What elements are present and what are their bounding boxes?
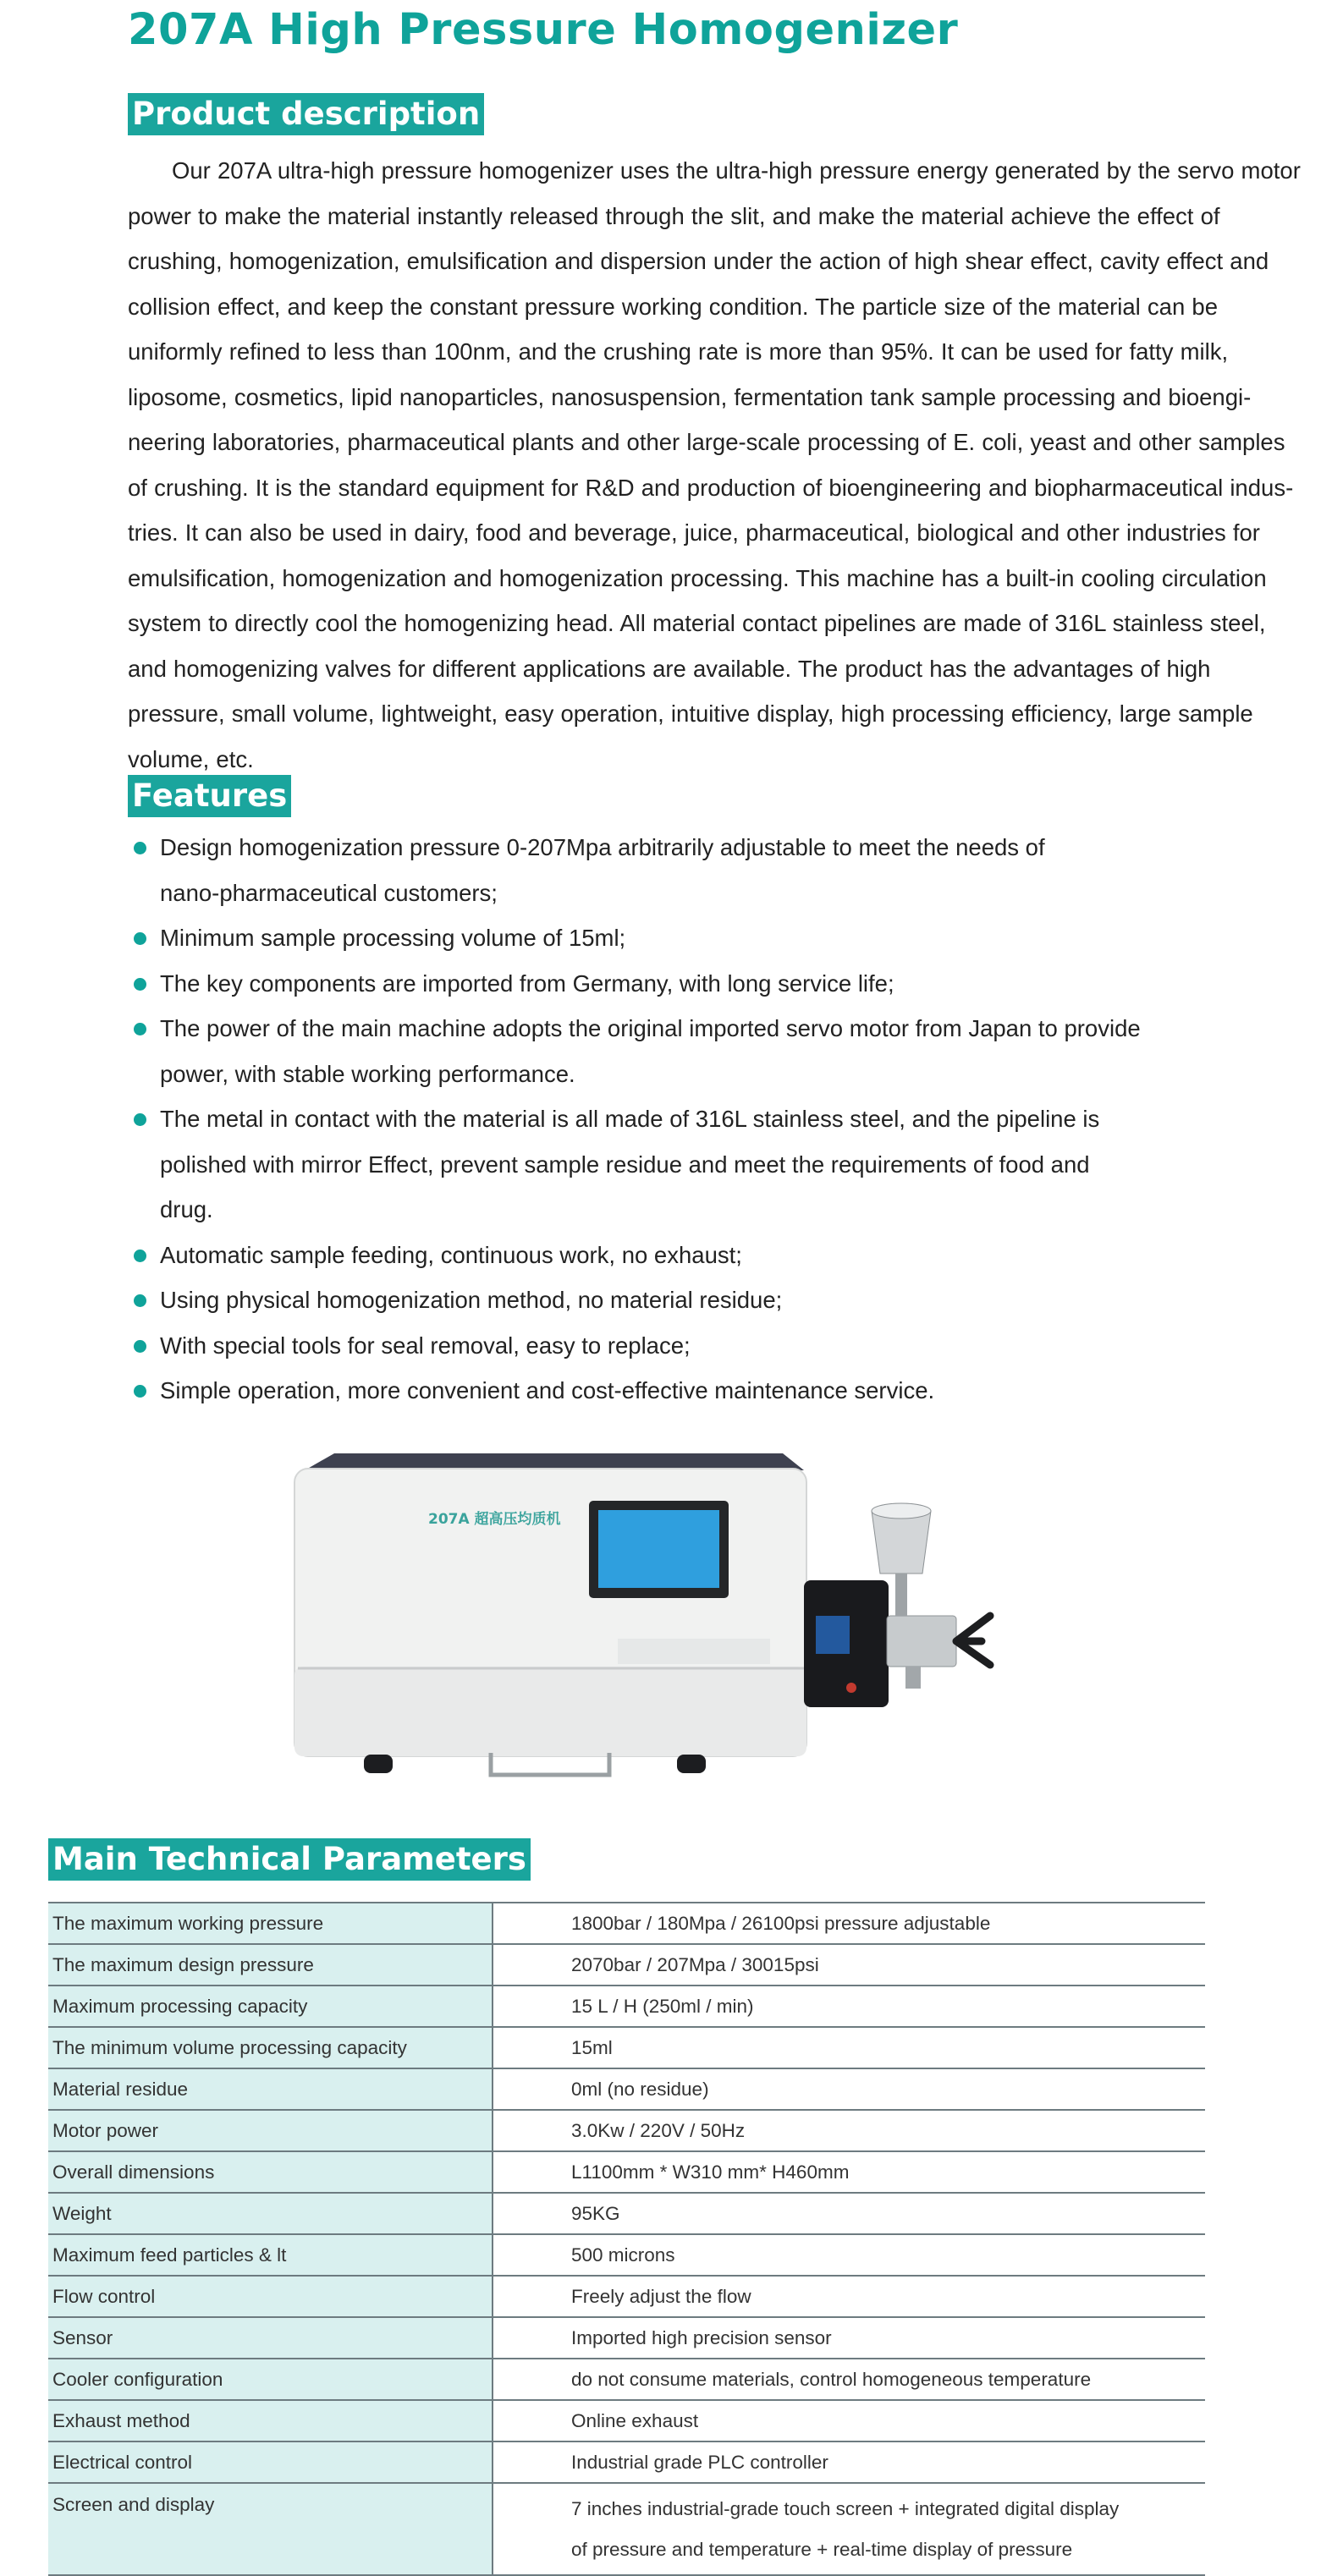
param-value: 0ml (no residue) — [493, 2068, 1205, 2110]
table-row — [48, 2068, 1205, 2110]
param-name: The maximum design pressure — [48, 1944, 493, 1986]
feature-item — [128, 1096, 1228, 1233]
param-name: Exhaust method — [48, 2400, 493, 2441]
feature-text: Simple operation, more convenient and cost-effective maintenance service. — [160, 1377, 935, 1403]
table-row — [48, 2317, 1205, 2359]
param-value: 500 microns — [493, 2234, 1205, 2276]
feature-item — [128, 1368, 1228, 1414]
feature-text: The key components are imported from Germany, with long service life; — [160, 969, 894, 997]
param-value: do not consume materials, control homogeneous temperature — [493, 2359, 1205, 2400]
product-description-heading: Product description — [128, 93, 484, 135]
param-value: 2070bar / 207Mpa / 30015psi — [493, 1944, 1205, 1986]
param-name: Material residue — [48, 2068, 493, 2110]
bullet-icon — [134, 1250, 146, 1262]
feature-text: Automatic sample feeding, continuous work, no exhaust; — [160, 1241, 742, 1268]
table-row — [48, 2276, 1205, 2317]
param-name: The maximum working pressure — [48, 1903, 493, 1944]
param-name: Maximum feed particles & lt — [48, 2234, 493, 2276]
param-value: Online exhaust — [493, 2400, 1205, 2441]
bullet-icon — [134, 978, 146, 991]
table-row — [48, 2151, 1205, 2193]
param-value-line: of pressure and temperature + real-time display of pressure — [571, 2538, 1073, 2560]
param-value: Freely adjust the flow — [493, 2276, 1205, 2317]
table-row — [48, 1986, 1205, 2027]
table-row — [48, 2234, 1205, 2276]
feature-text: drug. — [160, 1196, 213, 1222]
feature-text: With special tools for seal removal, easy to replace; — [160, 1332, 691, 1359]
table-row — [48, 2110, 1205, 2151]
params-heading: Main Technical Parameters — [48, 1838, 531, 1881]
feature-text: Minimum sample processing volume of 15ml; — [160, 925, 626, 951]
table-row — [48, 2483, 1205, 2575]
feature-text: The power of the main machine adopts the original imported servo motor from Japan to provide — [160, 1015, 1141, 1041]
feature-item — [128, 1006, 1228, 1096]
page-title: 207A High Pressure Homogenizer — [128, 5, 959, 55]
param-value: Imported high precision sensor — [493, 2317, 1205, 2359]
feature-item — [128, 1323, 1228, 1369]
param-name: Cooler configuration — [48, 2359, 493, 2400]
param-value: 15ml — [493, 2027, 1205, 2068]
table-row — [48, 2400, 1205, 2441]
feature-text: nano-pharmaceutical customers; — [160, 879, 498, 906]
feature-item — [128, 1233, 1228, 1278]
table-row — [48, 2359, 1205, 2400]
param-name: Overall dimensions — [48, 2151, 493, 2193]
bullet-icon — [134, 1113, 146, 1126]
table-row — [48, 1903, 1205, 1944]
feature-text: The metal in contact with the material is all made of 316L stainless steel, and the pipeline is — [160, 1106, 1100, 1132]
feature-text: Using physical homogenization method, no material residue; — [160, 1287, 783, 1313]
table-row — [48, 2441, 1205, 2483]
product-description-text: Our 207A ultra-high pressure homogenizer uses the ultra-high pressure energy generated by the servo motor power to make the material instantly released through the slit, and make the material achieve the effect of crushing, homogenization, emulsification and dispersion under the action of high shear effect, cavity effect and collision effect, and keep the constant pressure working condition. The particle size of the material can be uniformly refined to less than 100nm, and the crushing rate is more than 95%. It can be used for fatty milk, liposome, cosmetics, lipid nanoparticles, nanosuspension, fermentation tank sample processing and bioengi-neering laboratories, pharmaceutical plants and other large-scale processing of E. coli, yeast and other samples of crushing. It is the standard equipment for R&D and production of bioengineering and biopharmaceutical indus-tries. It can also be used in dairy, food and beverage, juice, pharmaceutical, biological and other industries for emulsification, homogenization and homogenization processing. This machine has a built-in cooling circulation system to directly cool the homogenizing head. All material contact pipelines are made of 316L stainless steel, and homogenizing valves for different applications are available. The product has the advantages of high pressure, small volume, lightweight, easy operation, intuitive display, high processing efficiency, large sample volume, etc. — [128, 157, 1301, 772]
param-value: 95KG — [493, 2193, 1205, 2234]
param-value-line: 7 inches industrial-grade touch screen + integrated digital display — [571, 2497, 1120, 2519]
bullet-icon — [134, 932, 146, 945]
machine-label: 207A 超高压均质机 — [428, 1511, 561, 1528]
features-heading: Features — [128, 775, 291, 817]
bullet-icon — [134, 1294, 146, 1307]
params-table — [48, 1902, 1205, 2576]
param-name: Flow control — [48, 2276, 493, 2317]
param-value: 15 L / H (250ml / min) — [493, 1986, 1205, 2027]
bullet-icon — [134, 1385, 146, 1398]
param-name: The minimum volume processing capacity — [48, 2027, 493, 2068]
bullet-icon — [134, 1023, 146, 1035]
feature-text: polished with mirror Effect, prevent sample residue and meet the requirements of food and — [160, 1151, 1090, 1178]
bullet-icon — [134, 842, 146, 854]
param-name: Weight — [48, 2193, 493, 2234]
feature-text: power, with stable working performance. — [160, 1060, 575, 1087]
features-list — [128, 825, 1228, 1414]
feature-item — [128, 825, 1228, 915]
feature-text: Design homogenization pressure 0-207Mpa arbitrarily adjustable to meet the needs of — [160, 834, 1045, 860]
param-value: 1800bar / 180Mpa / 26100psi pressure adjustable — [493, 1903, 1205, 1944]
param-name: Motor power — [48, 2110, 493, 2151]
table-row — [48, 2193, 1205, 2234]
bullet-icon — [134, 1340, 146, 1353]
param-name: Sensor — [48, 2317, 493, 2359]
feature-item — [128, 961, 1228, 1007]
feature-item — [128, 915, 1228, 961]
param-name: Screen and display — [48, 2483, 493, 2575]
param-value: L1100mm * W310 mm* H460mm — [493, 2151, 1205, 2193]
homogenizer-machine-image — [279, 1447, 1007, 1785]
param-name: Electrical control — [48, 2441, 493, 2483]
param-value — [493, 2483, 1205, 2575]
feature-item — [128, 1277, 1228, 1323]
param-value: 3.0Kw / 220V / 50Hz — [493, 2110, 1205, 2151]
param-value: Industrial grade PLC controller — [493, 2441, 1205, 2483]
table-row — [48, 2027, 1205, 2068]
table-row — [48, 1944, 1205, 1986]
param-name: Maximum processing capacity — [48, 1986, 493, 2027]
